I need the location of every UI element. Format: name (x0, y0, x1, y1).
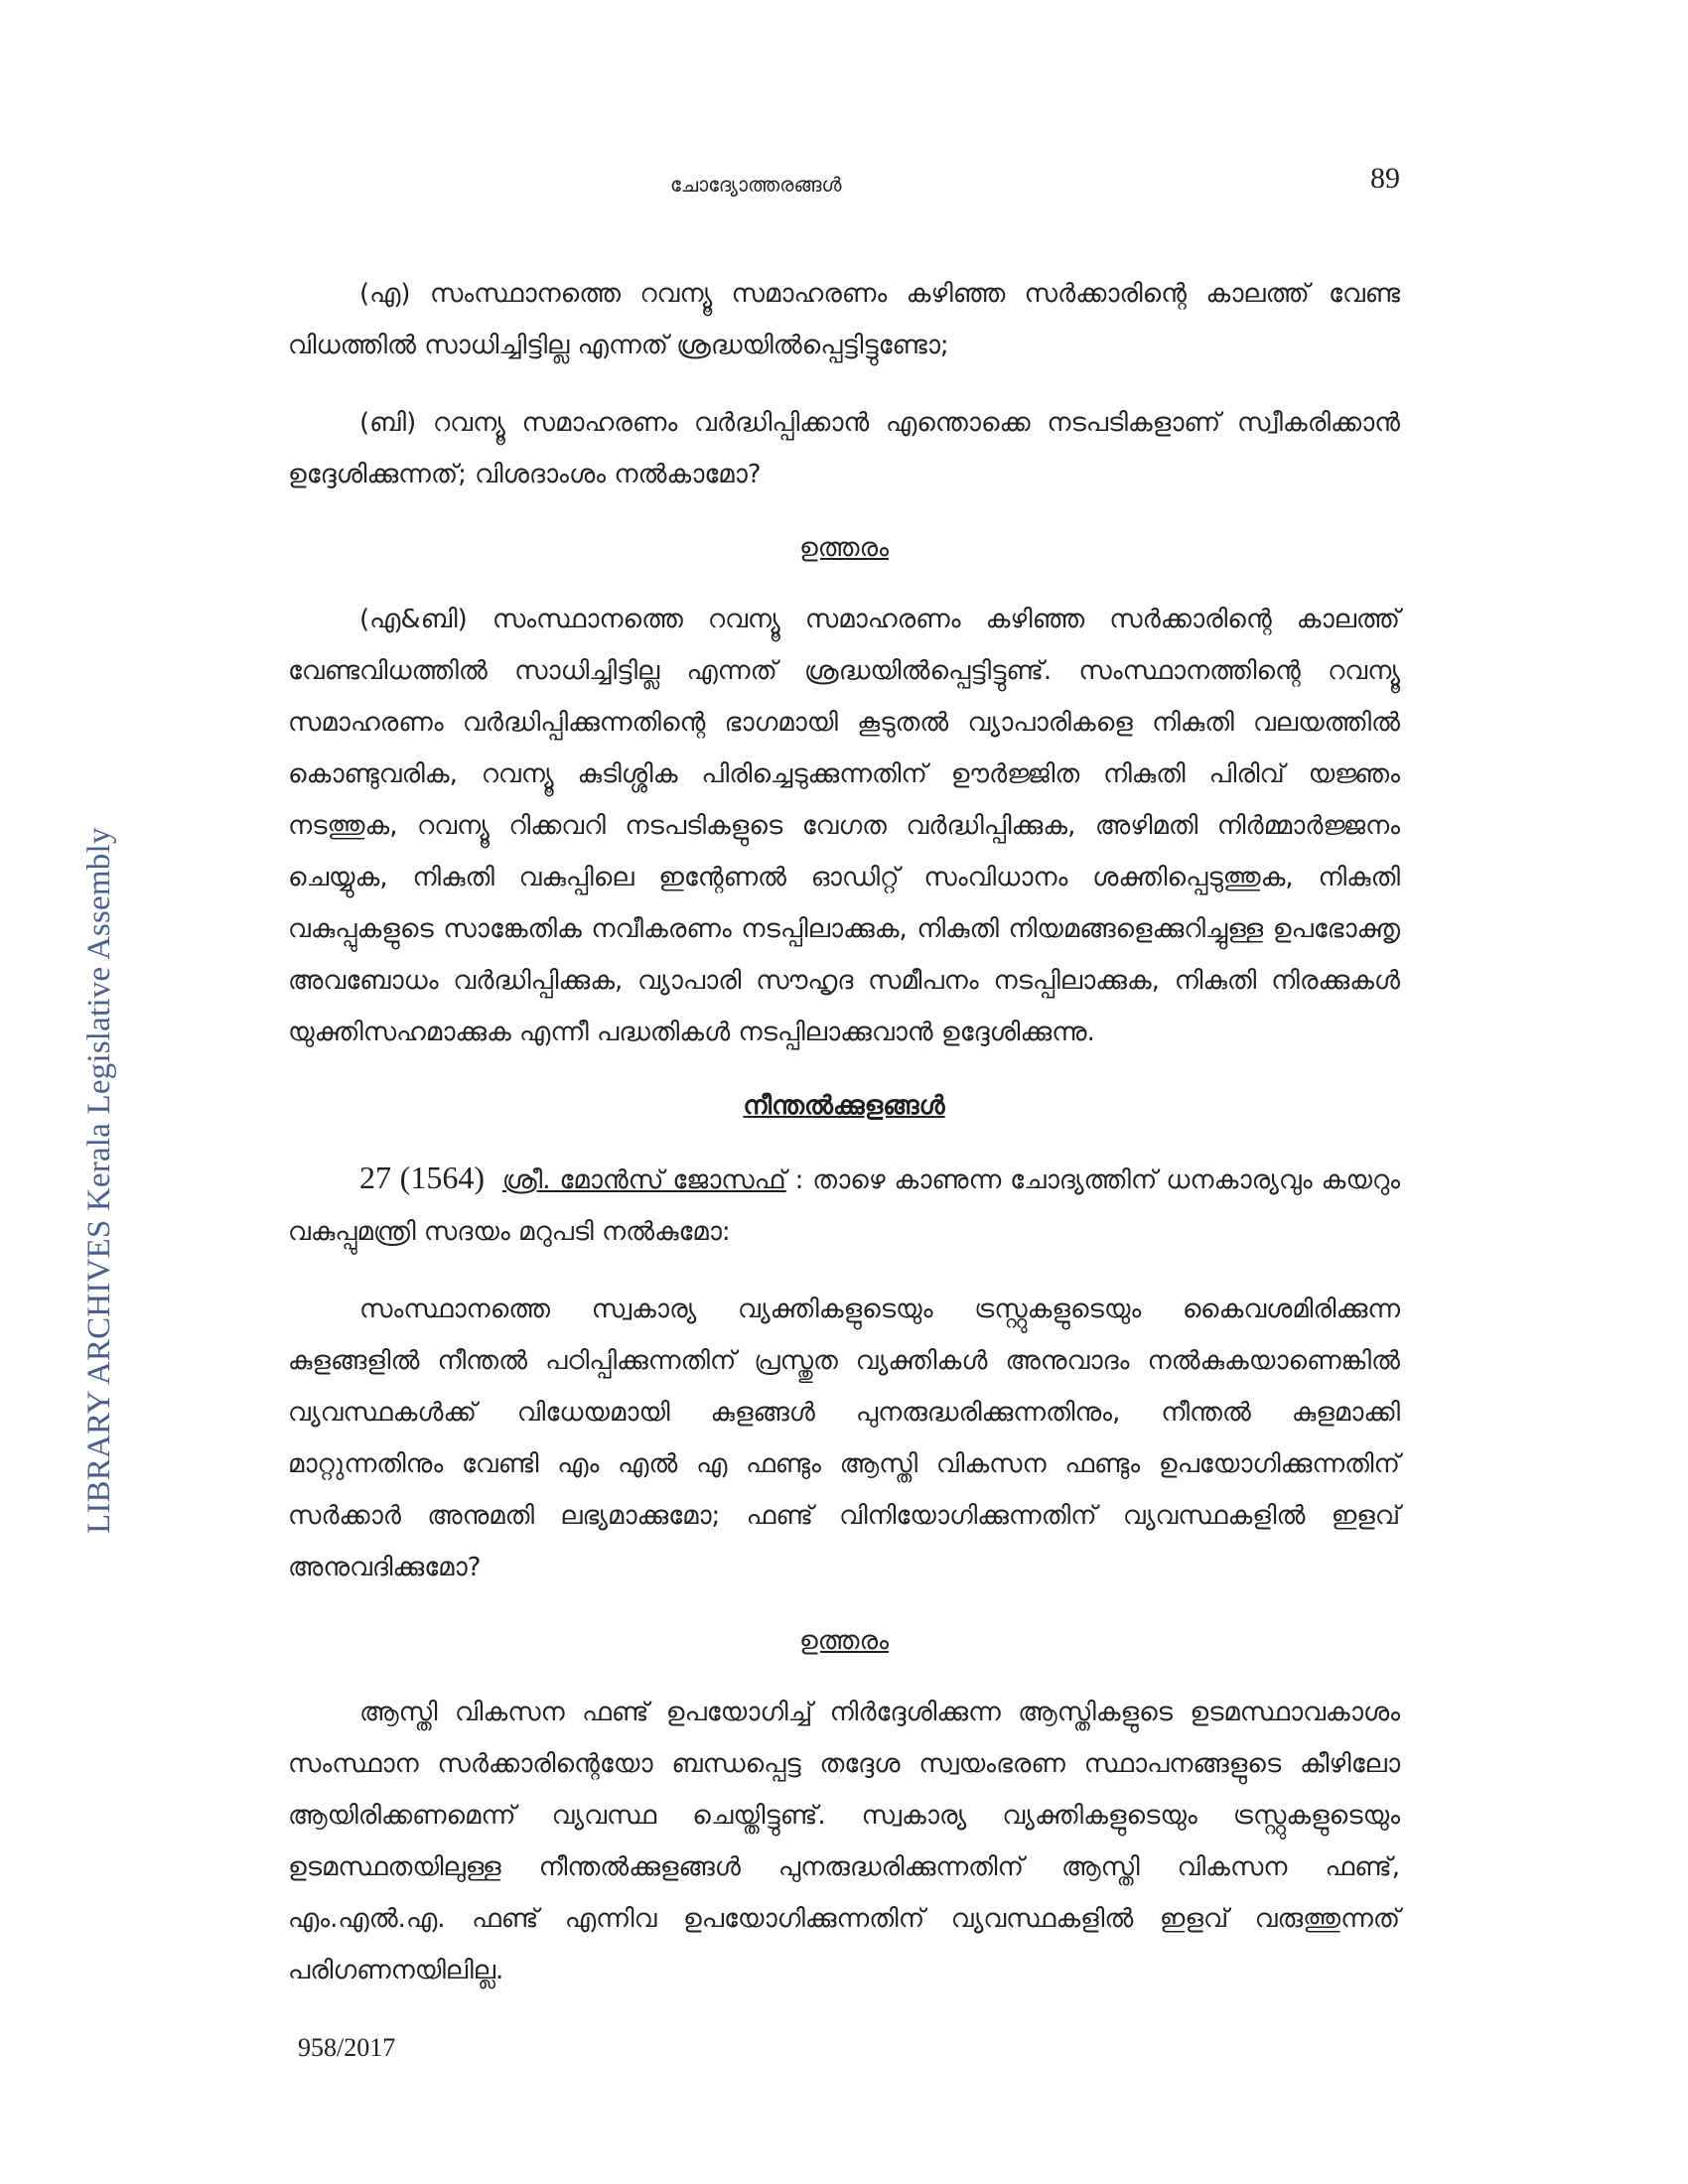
question-a: (എ) സംസ്ഥാനത്തെ റവന്യൂ സമാഹരണം കഴിഞ്ഞ സർക്കാരിന്റെ കാലത്ത് വേണ്ട വിധത്തിൽ സാധിച്ചിട്ടില്ല എന്നത് ശ്രദ്ധയിൽപ്പെട്ടിട്ടുണ്ടോ; (288, 279, 1400, 360)
question-number: 27 (1564) (359, 1160, 485, 1195)
running-title: ചോദ്യോത്തരങ്ങൾ (670, 173, 842, 197)
member-name: ശ്രീ. മോൻസ് ജോസഫ് (501, 1165, 786, 1195)
answer-heading-2: ഉത്തരം (799, 1626, 889, 1656)
document-code: 958/2017 (298, 2033, 396, 2062)
answer-paragraph-2: ആസ്തി വികസന ഫണ്ട് ഉപയോഗിച്ച് നിർദ്ദേശിക്കുന്ന ആസ്തികളുടെ ഉടമസ്ഥാവകാശം സംസ്ഥാന സർക്കാരിന്റെയോ ബന്ധപ്പെട്ട തദ്ദേശ സ്വയംഭരണ സ്ഥാപനങ്ങളുടെ കീഴിലോ ആയിരിക്കണമെന്ന് വ്യവസ്ഥ ചെയ്തിട്ടുണ്ട്. സ്വകാര്യ വ്യക്തികളുടെയും ട്രസ്റ്റുകളുടെയും ഉടമസ്ഥതയിലുള്ള നീന്തൽക്കുളങ്ങൾ പുനരുദ്ധരിക്കുന്നതിന് ആസ്തി വികസന ഫണ്ട്, എം.എൽ.എ. ഫണ്ട് എന്നിവ ഉപയോഗിക്കുന്നതിന് വ്യവസ്ഥകളിൽ ഇളവ് വരുത്തുന്നത് പരിഗണനയിലില്ല. (288, 1698, 1400, 1985)
page-number: 89 (1370, 162, 1400, 195)
answer-paragraph: (എ&ബി) സംസ്ഥാനത്തെ റവന്യൂ സമാഹരണം കഴിഞ്ഞ സർക്കാരിന്റെ കാലത്ത് വേണ്ടവിധത്തിൽ സാധിച്ചിട്ടില്ല എന്നത് ശ്രദ്ധയിൽപ്പെട്ടിട്ടുണ്ട്. സംസ്ഥാനത്തിന്റെ റവന്യൂ സമാഹരണം വർദ്ധിപ്പിക്കുന്നതിന്റെ ഭാഗമായി കൂടുതൽ വ്യാപാരികളെ നികുതി വലയത്തിൽ കൊണ്ടുവരിക, റവന്യൂ കുടിശ്ശിക പിരിച്ചെടുക്കുന്നതിന് ഊർജ്ജിത നികുതി പിരിവ് യജ്ഞം നടത്തുക, റവന്യൂ റിക്കവറി നടപടികളുടെ വേഗത വർദ്ധിപ്പിക്കുക, അഴിമതി നിർമ്മാർജ്ജനം ചെയ്യുക, നികുതി വകുപ്പിലെ ഇന്റേണൽ ഓഡിറ്റ് സംവിധാനം ശക്തിപ്പെടുത്തുക, നികുതി വകുപ്പുകളുടെ സാങ്കേതിക നവീകരണം നടപ്പിലാക്കുക, നികുതി നിയമങ്ങളെക്കുറിച്ചുള്ള ഉപഭോക്തൃ അവബോധം വർദ്ധിപ്പിക്കുക, വ്യാപാരി സൗഹൃദ സമീപനം നടപ്പിലാക്കുക, നികുതി നിരക്കുകൾ യുക്തിസഹമാക്കുക എന്നീ പദ്ധതികൾ നടപ്പിലാക്കുവാൻ ഉദ്ദേശിക്കുന്നു. (288, 605, 1400, 1047)
question-b: (ബി) റവന്യൂ സമാഹരണം വർദ്ധിപ്പിക്കാൻ എന്തൊക്കെ നടപടികളാണ് സ്വീകരിക്കാൻ ഉദ്ദേശിക്കുന്നത്; വിശദാംശം നൽകാമോ? (288, 408, 1400, 489)
question-intro: : താഴെ കാണുന്ന ചോദ്യത്തിന് ധനകാര്യവും കയറും വകുപ്പുമന്ത്രി സദയം മറുപടി നൽകുമോ: (288, 1165, 1401, 1247)
library-archives-watermark: LIBRARY ARCHIVES Kerala Legislative Assembly (81, 827, 117, 1534)
section-title: നീന്തൽക്കുളങ്ങൾ (743, 1091, 945, 1121)
question-paragraph: സംസ്ഥാനത്തെ സ്വകാര്യ വ്യക്തികളുടെയും ട്രസ്റ്റുകളുടെയും കൈവശമിരിക്കുന്ന കുളങ്ങളിൽ നീന്തൽ പഠിപ്പിക്കുന്നതിന് പ്രസ്തുത വ്യക്തികൾ അനുവാദം നൽകുകയാണെങ്കിൽ വ്യവസ്ഥകൾക്ക് വിധേയമായി കുളങ്ങൾ പുനരുദ്ധരിക്കുന്നതിനും, നീന്തൽ കുളമാക്കി മാറ്റുന്നതിനും വേണ്ടി എം എൽ എ ഫണ്ടും ആസ്തി വികസന ഫണ്ടും ഉപയോഗിക്കുന്നതിന് സർക്കാർ അനുമതി ലഭ്യമാക്കുമോ; ഫണ്ട് വിനിയോഗിക്കുന്നതിന് വ്യവസ്ഥകളിൽ ഇളവ് അനുവദിക്കുമോ? (288, 1295, 1400, 1582)
answer-heading: ഉത്തരം (799, 533, 889, 563)
page-body (288, 268, 1400, 1996)
question-intro-paragraph (288, 1152, 1400, 1258)
